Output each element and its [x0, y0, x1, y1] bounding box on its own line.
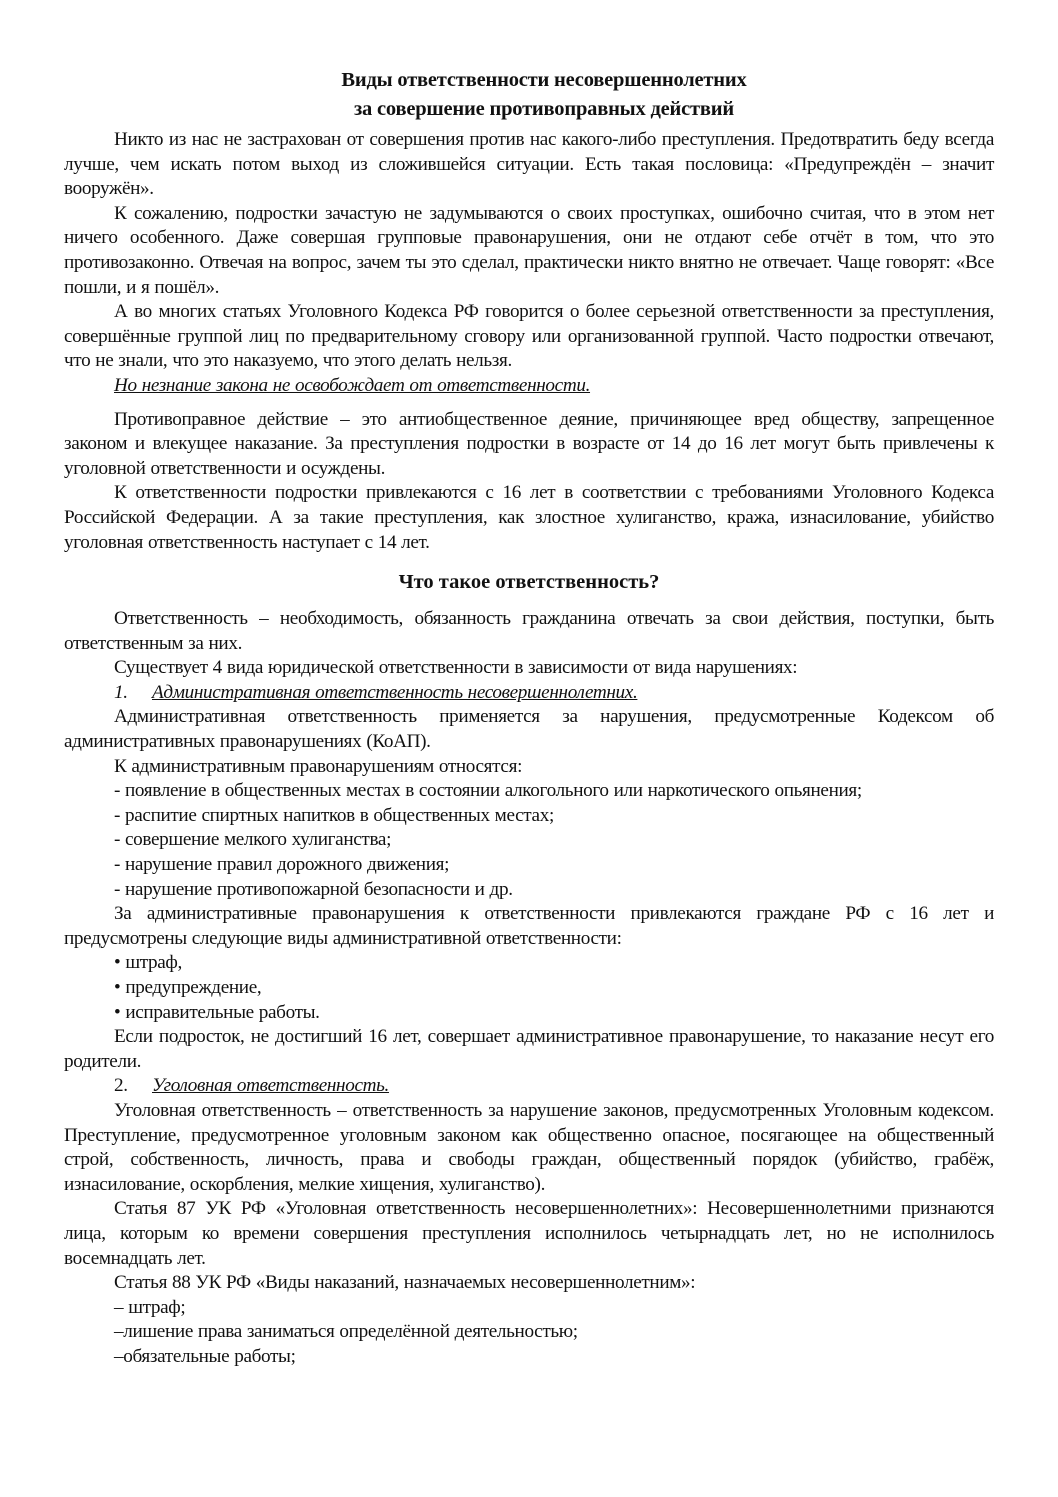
admin-offense-item: - нарушение противопожарной безопасности и др.	[114, 878, 513, 900]
intro-paragraph-1: Никто из нас не застрахован от совершения против нас какого-либо преступления. Предотвратить беду всегда лучше, чем искать потом выход из сложившейся ситуации. Есть такая пословица: «Предупреждён – значит вооружён».	[64, 129, 994, 200]
criminal-number: 2.	[114, 1075, 128, 1097]
admin-offense-item: - нарушение правил дорожного движения;	[114, 854, 450, 876]
criminal-description: Уголовная ответственность – ответственность за нарушение законов, предусмотренных Уголовным кодексом. Преступление, предусмотренное уголовным законом как общественно опасное, посягающее на общественный строй, собственность, личность, права и свободы граждан, общественный порядок (убийство, грабёж, изнасилование, оскорбления, мелкие хищения, хулиганство).	[64, 1099, 994, 1195]
punishment-item: –обязательные работы;	[114, 1345, 296, 1367]
document-page	[64, 66, 994, 1370]
title-line-2: за совершение противоправных действий	[354, 98, 734, 120]
section-heading: Что такое ответственность?	[398, 571, 660, 594]
admin-offense-item: - совершение мелкого хулиганства;	[114, 829, 392, 851]
admin-penalties-intro: За административные правонарушения к ответственности привлекаются граждане РФ с 16 лет и предусмотрены следующие виды административной ответственности:	[64, 903, 994, 949]
emphasis-line	[64, 374, 994, 399]
definition-paragraph-2: К ответственности подростки привлекаются с 16 лет в соответствии с требованиями Уголовного Кодекса Российской Федерации. А за такие преступления, как злостное хулиганство, кража, изнасилование, убийство уголовная ответственность наступает с 14 лет.	[64, 482, 994, 553]
admin-offense-item: - распитие спиртных напитков в общественных местах;	[114, 804, 554, 826]
criminal-heading-text: Уголовная ответственность.	[152, 1075, 389, 1097]
responsibility-paragraph-2: Существует 4 вида юридической ответственности в зависимости от вида нарушениях:	[114, 657, 798, 679]
punishment-item: –лишение права заниматься определённой деятельностью;	[114, 1321, 578, 1343]
admin-description: Административная ответственность применяется за нарушения, предусмотренные Кодексом об административных правонарушениях (КоАП).	[64, 706, 994, 753]
responsibility-paragraph-1: Ответственность – необходимость, обязанность гражданина отвечать за свои действия, поступки, быть ответственным за них.	[64, 608, 994, 654]
intro-paragraph-2: К сожалению, подростки зачастую не задумываются о своих проступках, ошибочно считая, что в этом нет ничего особенного. Даже совершая групповые правонарушения, они не отдают себе отчёт в том, что это противозаконно. Отвечая на вопрос, зачем ты это сделал, практически никто внятно не отвечает. Чаще говорят: «Все пошли, и я пошёл».	[64, 202, 994, 298]
document-title	[64, 66, 994, 124]
admin-penalty-item: • штраф,	[114, 952, 182, 974]
article-87: Статья 87 УК РФ «Уголовная ответственность несовершеннолетних»: Несовершеннолетними признаются лица, которым ко времени совершения преступления исполнилось четырнадцать лет, но не исполнилось восемнадцать лет.	[64, 1198, 994, 1269]
admin-heading-text: Административная ответственность несовершеннолетних.	[152, 681, 638, 703]
admin-penalty-item: • исправительные работы.	[114, 1001, 320, 1023]
definition-paragraph-1: Противоправное действие – это антиобщественное деяние, причиняющее вред обществу, запрещенное законом и влекущее наказание. За преступления подростки в возрасте от 14 до 16 лет могут быть привлечены к уголовной ответственности и осуждены.	[64, 408, 994, 479]
emphasis-text: Но незнание закона не освобождает от ответственности.	[114, 374, 591, 396]
admin-number: 1.	[114, 681, 128, 703]
intro-paragraph-3: А во многих статьях Уголовного Кодекса РФ говорится о более серьезной ответственности за преступления, совершённые группой лиц по предварительному сговору или организованной группой. Часто подростки отвечают, что не знали, что это наказуемо, что этого делать нельзя.	[64, 301, 994, 372]
article-88: Статья 88 УК РФ «Виды наказаний, назначаемых несовершеннолетним»:	[114, 1272, 696, 1294]
criminal-heading	[64, 1074, 994, 1099]
admin-offense-item: - появление в общественных местах в состоянии алкогольного или наркотического опьянения;	[114, 780, 862, 802]
admin-heading	[64, 681, 994, 706]
admin-penalty-item: • предупреждение,	[114, 977, 262, 998]
punishment-item: – штраф;	[114, 1296, 186, 1318]
title-line-1: Виды ответственности несовершеннолетних	[341, 69, 747, 91]
admin-parents-note: Если подросток, не достигший 16 лет, совершает административное правонарушение, то наказание несут его родители.	[64, 1026, 994, 1072]
admin-list-intro: К административным правонарушениям относятся:	[114, 755, 523, 777]
